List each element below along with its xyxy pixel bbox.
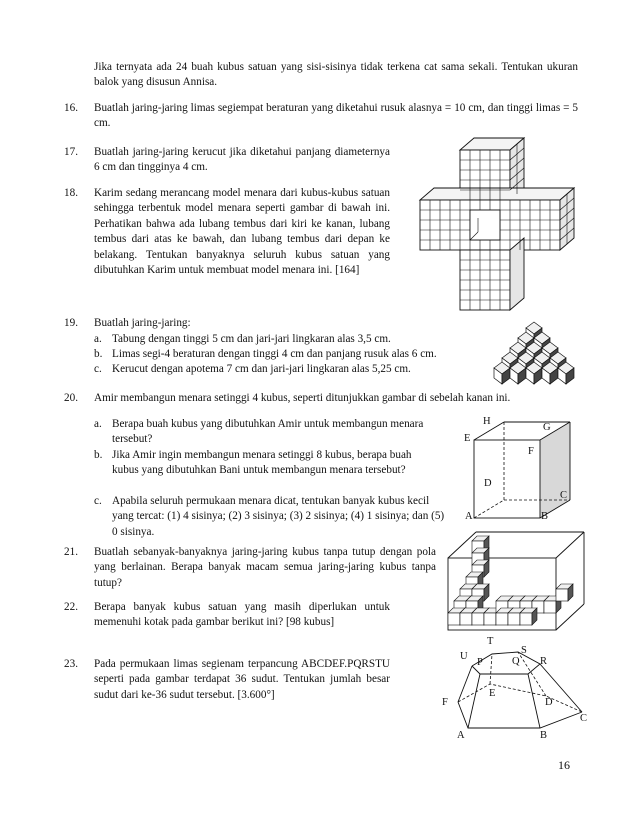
q16-text: Buatlah jaring-jaring limas segiempat beraturan yang diketahui rusuk alasnya = 10 cm, dan tinggi limas = 5 cm. [94,102,578,130]
frustum-label-u: U [460,651,468,662]
q21-text: Buatlah sebanyak-banyaknya jaring-jaring kubus tanpa tutup dengan pola yang berlainan. Berapa banyak macam semua jaring-jaring kubus tanpa tutup? [94,546,436,589]
box-label-d: D [484,478,492,489]
q20-item-a: Berapa buah kubus yang dibutuhkan Amir untuk membangun menara tersebut? [112,418,424,446]
frustum-label-b: B [540,730,548,741]
tower-cross-figure [412,136,582,316]
q22-text: Berapa banyak kubus satuan yang masih diperlukan untuk memenuhi kotak pada gambar berikut ini? [98 kubus] [94,601,390,629]
box-figure [470,420,580,520]
q19-item-a: Tabung dengan tinggi 5 cm dan jari-jari lingkaran alas 3,5 cm. [112,333,391,345]
q23-number: 23. [64,658,78,670]
partial-box-figure [440,528,590,638]
q19-item-b-label: b. [94,348,103,360]
q17-number: 17. [64,146,78,158]
frustum-label-p: P [477,657,483,668]
q18-text: Karim sedang merancang model menara dari kubus-kubus satuan sehingga terbentuk model menara seperti gambar di bawah ini. Perhatikan bahwa ada lubang tembus dari kiri ke kanan, lubang tembus dari atas ke bawah, dan lubang tembus dari depan ke belakang. Tentukan banyaknya seluruh kubus satuan yang dibutuhkan Karim untuk membuat model menara ini. [164] [94,187,390,277]
intro-text: Jika ternyata ada 24 buah kubus satuan yang sisi-sisinya tidak terkena cat sama sekali. Tentukan ukuran balok yang disusun Annisa. [94,61,578,89]
box-label-e: E [464,433,471,444]
box-label-a: A [465,511,473,522]
box-label-h: H [483,416,491,427]
frustum-label-t: T [487,636,494,647]
frustum-label-d: D [545,697,553,708]
frustum-label-r: R [540,656,548,667]
q20-item-b: Jika Amir ingin membangun menara setinggi 8 kubus, berapa buah kubus yang dibutuhkan Bani untuk membangun menara tersebut? [112,449,412,477]
q18-number: 18. [64,187,78,199]
frustum-label-q: Q [512,656,520,667]
q19-item-c-label: c. [94,363,102,375]
page-number: 16 [558,758,570,772]
q20-item-a-label: a. [94,418,102,430]
q19-item-b: Limas segi-4 beraturan dengan tinggi 4 cm dan panjang rusuk alas 6 cm. [112,348,437,360]
q19-number: 19. [64,317,78,329]
q20-text: Amir membangun menara setinggi 4 kubus, seperti ditunjukkan gambar di sebelah kanan ini. [94,392,511,404]
q19-item-c: Kerucut dengan apotema 7 cm dan jari-jari lingkaran alas 5,25 cm. [112,363,411,375]
box-label-g: G [543,422,551,433]
frustum-label-c: C [580,713,588,724]
q22-number: 22. [64,601,78,613]
q20-item-c-label: c. [94,495,102,507]
q23-text: Pada permukaan limas segienam terpancung ABCDEF.PQRSTU seperti pada gambar terdapat 36 sudut. Tentukan jumlah besar sudut dari ke-36 sudut tersebut. [3.600°] [94,658,390,701]
frustum-label-a: A [457,730,465,741]
frustum-label-f: F [442,697,448,708]
box-label-b: B [541,511,549,522]
box-label-f: F [528,446,534,457]
q19-item-a-label: a. [94,333,102,345]
cube-pyramid-figure [492,322,576,386]
frustum-label-e: E [489,688,496,699]
q19-text: Buatlah jaring-jaring: [94,317,191,329]
q21-number: 21. [64,546,78,558]
frustum-label-s: S [521,645,527,656]
q17-text: Buatlah jaring-jaring kerucut jika diketahui panjang diameternya 6 cm dan tingginya 4 cm. [94,146,390,174]
box-label-c: C [560,490,568,501]
q20-item-c: Apabila seluruh permukaan menara dicat, tentukan banyak kubus kecil yang tercat: (1) 4 sisinya; (2) 3 sisinya; (3) 2 sisinya; (4) 1 sisinya; dan (5) 0 sisinya. [112,495,445,538]
q16-number: 16. [64,102,78,114]
q20-item-b-label: b. [94,449,103,461]
q20-number: 20. [64,392,78,404]
